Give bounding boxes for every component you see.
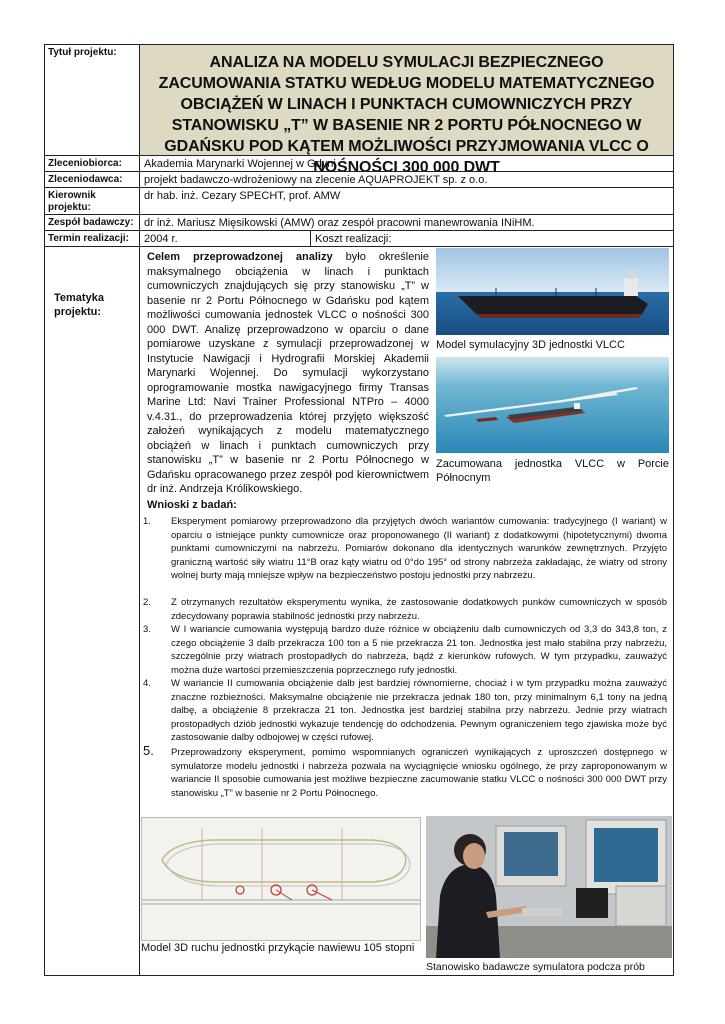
intro-paragraph bbox=[147, 250, 429, 497]
caption-vlcc-model: Model symulacyjny 3D jednostki VLCC bbox=[436, 339, 625, 351]
commissioner-label: Zleceniodawca: bbox=[44, 171, 140, 188]
finding-number: 3. bbox=[143, 624, 151, 635]
project-title: ANALIZA NA MODELU SYMULACJI BEZPIECZNEGO ZACUMOWANIA STATKU WEDŁUG MODELU MATEMATYCZNEGO OBCIĄŻEŃ W LINACH I PUNKTACH CUMOWNICZYCH PRZY STANOWISKU „T” W BASENIE NR 2 PORTU PÓŁNOCNEGO W GDAŃSKU POD KĄTEM MOŻLIWOŚCI PRZYJMOWANIA VLCC O NOŚNOŚCI 300 000 DWT bbox=[139, 44, 674, 156]
moored-vlcc-image bbox=[436, 357, 669, 453]
client-value: Akademia Marynarki Wojennej w Gdyni bbox=[139, 155, 674, 172]
vlcc-model-image bbox=[436, 248, 669, 335]
intro-bold: Celem przeprowadzonej analizy bbox=[147, 251, 333, 263]
topic-label: Tematyka projektu: bbox=[54, 292, 104, 318]
caption-simulator-station: Stanowisko badawcze symulatora podcza prób bbox=[426, 961, 645, 973]
commissioner-value: projekt badawczo-wdrożeniowy na zlecenie AQUAPROJEKT sp. z o.o. bbox=[139, 171, 674, 188]
finding-item: Przeprowadzony eksperyment, pomimo wspomnianych ograniczeń wynikających z uproszczeń dostępnego w symulatorze modelu jednostki i nabrzeża pozwala na wyciągnięcie wniosku ogólnego, że przy zaproponowanym w wariancie II sposobie cumowania jest możliwe bezpieczne zacumowanie statku VLCC o nośności 300 000 DWT przy stanowisku „T” w basenie nr 2 Portu Północnego. bbox=[171, 747, 667, 799]
finding-item: Eksperyment pomiarowy przeprowadzono dla przyjętych dwóch wariantów cumowania: tradycyjnego (I wariant) w oparciu o istniejące punkty cumownicze oraz proponowanego (II wariant) z dodatkowymi (hipotetycznymi) dwoma punktami cumowniczymi na nabrzeżu. Pomiarów dokonano dla identycznych warunków zewnętrznych. Przyjęto graniczną wartość siły wiatru 11°B oraz kąty wiatru od 0°do 195° od strony nabrzeża zakładając, że wiatry od strony wolnej burty mają mniejsze wpływ na bezpieczeństwo postoju jednostki przy nabrzeżu. bbox=[171, 516, 667, 582]
finding-number: 4. bbox=[143, 678, 151, 689]
finding-number: 5. bbox=[143, 743, 154, 758]
team-label: Zespół badawczy: bbox=[44, 214, 140, 231]
project-sheet bbox=[44, 44, 674, 976]
simulator-station-photo bbox=[426, 816, 672, 958]
title-label: Tytuł projektu: bbox=[44, 44, 140, 156]
client-label: Zleceniobiorca: bbox=[44, 155, 140, 172]
manager-label: Kierownik projektu: bbox=[44, 187, 140, 215]
cost-label: Koszt realizacji: bbox=[310, 230, 674, 247]
team-value: dr inż. Mariusz Mięsikowski (AMW) oraz zespół pracowni manewrowania INiHM. bbox=[139, 214, 674, 231]
intro-text: było określenie maksymalnego obciążenia w linach i punktach cumowniczych znajdujących się przy stanowisku „T” w basenie nr 2 Portu Północnego w Gdańsku pod kątem możliwości cumowania jednostek VLCC o nośności 300 000 DWT. Analizę przeprowadzono w oparciu o dane pomiarowe uzyskane z symulacji przeprowadzonej w Instytucie Nawigacji i Hydrografii Morskiej Akademii Marynarki Wojennej. Do symulacji wykorzystano oprogramowanie mostka nawigacyjnego firmy Transas Marine Ltd: Navi Trainer Professional NTPro – 4000 v.4.31., do przeprowadzenia której przyjęto większość założeń wynikających z modelu matematycznego obciążeń w linach i punktach cumowniczych przy stanowisku „T” w basenie nr 2 Portu Północnego w Gdańsku opracowanego przez zespół pod kierownictwem dr inż. Andrzeja Królikowskiego. bbox=[147, 251, 429, 495]
caption-motion-model: Model 3D ruchu jednostki przykącie nawiewu 105 stopni bbox=[141, 942, 415, 954]
caption-moored-vlcc: Zacumowana jednostka VLCC w Porcie Północnym bbox=[436, 458, 669, 484]
findings-title: Wnioski z badań: bbox=[147, 499, 237, 511]
topic-label-cell bbox=[44, 246, 140, 976]
finding-item: Z otrzymanych rezultatów eksperymentu wynika, że zastosowanie dodatkowych punków cumowniczych w sposób zdecydowany poprawia stabilność jednostki przy nabrzeżu. bbox=[171, 597, 667, 622]
deadline-value: 2004 r. bbox=[139, 230, 311, 247]
manager-value: dr hab. inż. Cezary SPECHT, prof. AMW bbox=[139, 187, 674, 215]
finding-number: 1. bbox=[143, 516, 151, 527]
finding-item: W I wariancie cumowania występują bardzo duże różnice w obciążeniu dalb cumowniczych od 3,3 do 343,8 ton, z czego obciążenie 3 dalb przekracza 100 ton a 5 nie przekracza 21 ton. Jednostka jest mało stabilna przy nabrzeżu, szczególnie przy wiatrach prostopadłych do nabrzeża, bądź z kierunków rufowych. W tym przypadku, zauważyć można duże wartości przemieszczenia poprzecznego rufy jednostki. bbox=[171, 624, 667, 676]
deadline-label: Termin realizacji: bbox=[44, 230, 140, 247]
ship-motion-diagram bbox=[141, 817, 421, 941]
finding-item: W wariancie II cumowania obciążenie dalb jest bardziej równomierne, chociaż i w tym przypadku można zauważyć znaczne rozbieżności. Maksymalne obciążenie nie przekracza jednak 180 ton, przy minimalnym 6,1 tony na jedną dalbę, a obciążenie 8 przekracza 21 ton. Jednostka jest bardziej stabilna przy nabrzeżu. Jednie przy wiatrach prostopadłych dziób jednostki wykazuje tendencję do odchodzenia. Pewnym ograniczeniem tego zjawiska może być zastosowanie dalby odbojowej w części rufowej. bbox=[171, 678, 667, 744]
finding-number: 2. bbox=[143, 597, 151, 608]
